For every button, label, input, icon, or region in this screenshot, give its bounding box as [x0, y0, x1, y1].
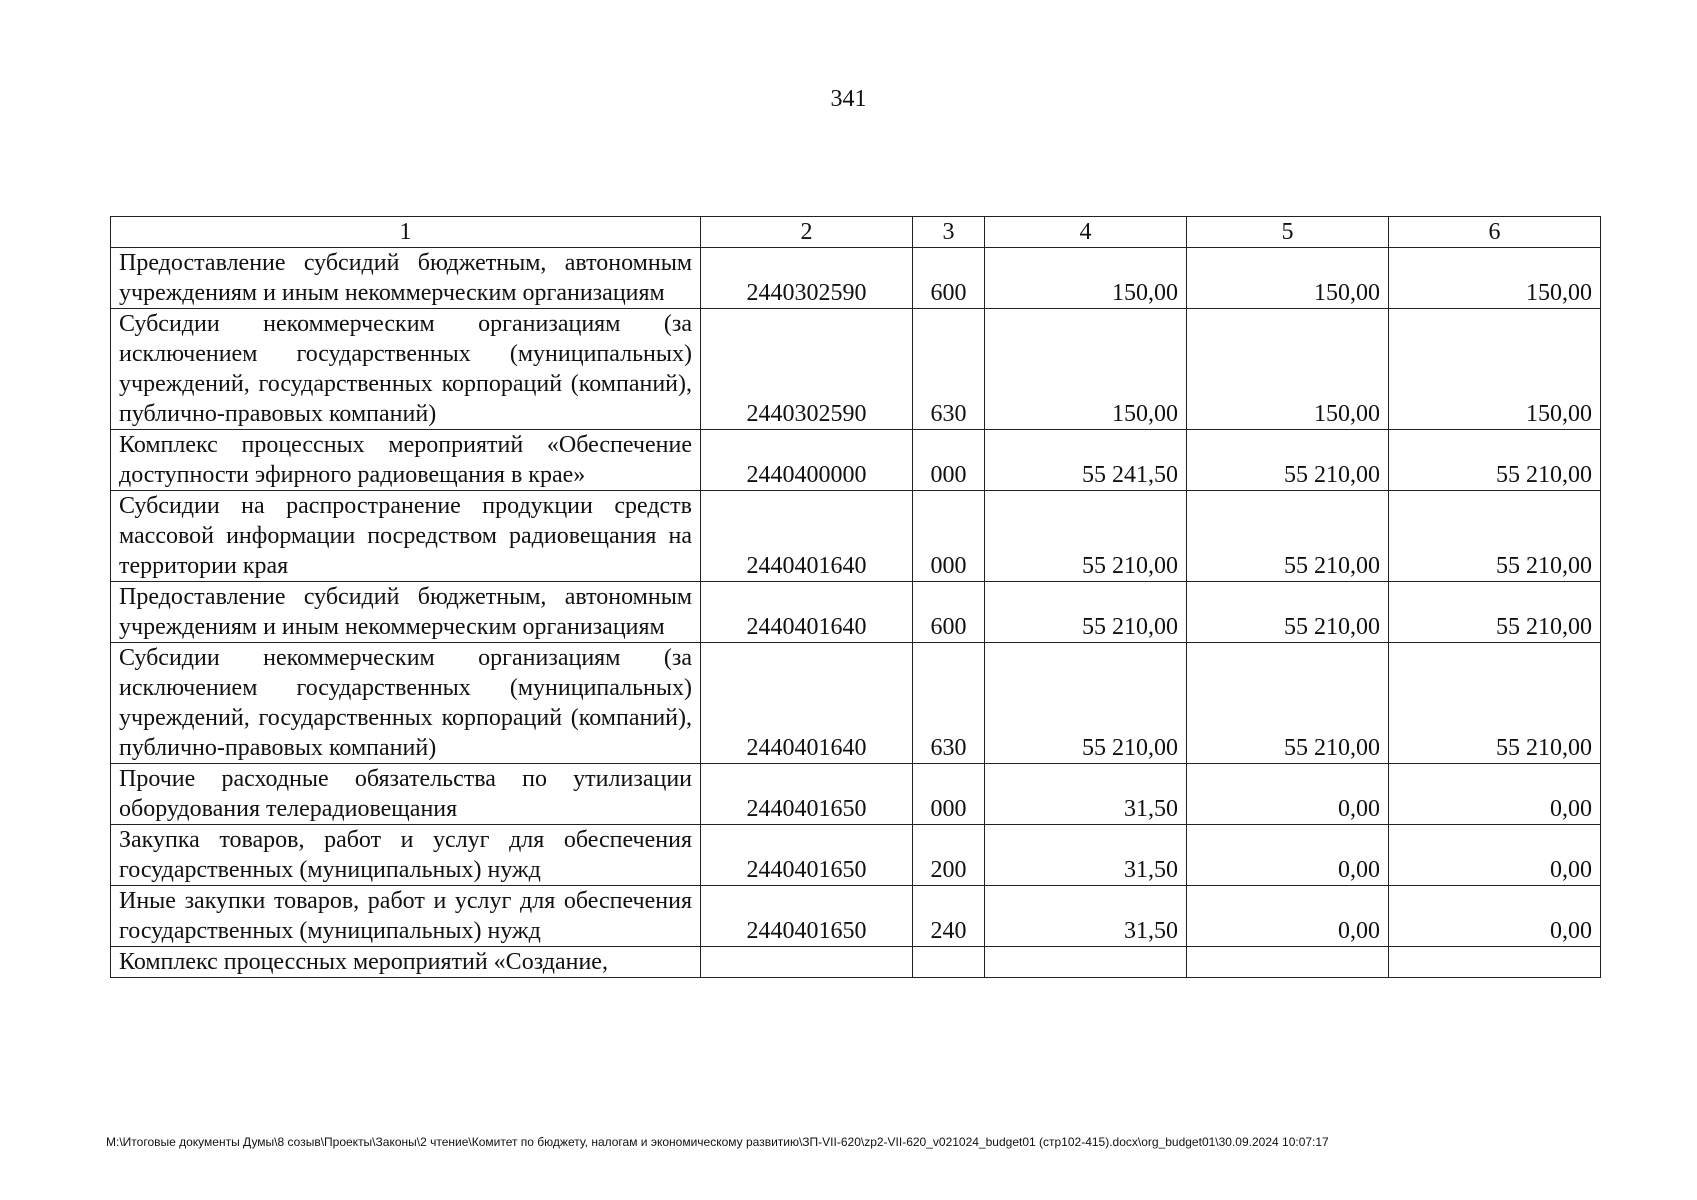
table-row	[111, 764, 1601, 825]
header-cell: 1	[111, 217, 701, 248]
page-number: 341	[830, 86, 867, 112]
row-amount-col5: 55 210,00	[1187, 582, 1389, 643]
row-amount-col5: 0,00	[1187, 825, 1389, 886]
table-header-row	[111, 217, 1601, 248]
row-code: 2440401640	[701, 582, 913, 643]
row-description: Комплекс процессных мероприятий «Создание,	[111, 947, 701, 978]
row-amount-col6: 0,00	[1389, 886, 1601, 947]
table-row	[111, 825, 1601, 886]
table-row	[111, 248, 1601, 309]
header-cell: 5	[1187, 217, 1389, 248]
row-description: Закупка товаров, работ и услуг для обеспечения государственных (муниципальных) нужд	[111, 825, 701, 886]
row-amount-col4: 31,50	[985, 764, 1187, 825]
row-code: 2440302590	[701, 309, 913, 430]
row-expense-type: 000	[913, 764, 985, 825]
row-amount-col4: 55 210,00	[985, 643, 1187, 764]
header-cell: 3	[913, 217, 985, 248]
row-amount-col6: 0,00	[1389, 825, 1601, 886]
row-description: Иные закупки товаров, работ и услуг для обеспечения государственных (муниципальных) нужд	[111, 886, 701, 947]
row-amount-col6: 55 210,00	[1389, 491, 1601, 582]
row-expense-type: 630	[913, 309, 985, 430]
row-amount-col5: 0,00	[1187, 886, 1389, 947]
table-row	[111, 886, 1601, 947]
table-row	[111, 582, 1601, 643]
row-code: 2440401650	[701, 886, 913, 947]
row-expense-type: 600	[913, 582, 985, 643]
row-amount-col6: 55 210,00	[1389, 430, 1601, 491]
row-amount-col5: 0,00	[1187, 764, 1389, 825]
table-row	[111, 947, 1601, 978]
row-description: Комплекс процессных мероприятий «Обеспечение доступности эфирного радиовещания в крае»	[111, 430, 701, 491]
header-cell: 2	[701, 217, 913, 248]
row-amount-col5: 55 210,00	[1187, 643, 1389, 764]
row-amount-col4: 55 210,00	[985, 582, 1187, 643]
row-expense-type: 240	[913, 886, 985, 947]
row-expense-type: 200	[913, 825, 985, 886]
row-description: Прочие расходные обязательства по утилизации оборудования телерадиовещания	[111, 764, 701, 825]
row-description: Субсидии на распространение продукции средств массовой информации посредством радиовещания на территории края	[111, 491, 701, 582]
row-amount-col5	[1187, 947, 1389, 978]
row-description: Субсидии некоммерческим организациям (за исключением государственных (муниципальных) учреждений, государственных корпораций (компаний), публично-правовых компаний)	[111, 309, 701, 430]
row-description: Предоставление субсидий бюджетным, автономным учреждениям и иным некоммерческим организациям	[111, 248, 701, 309]
row-amount-col4: 31,50	[985, 886, 1187, 947]
row-code: 2440401640	[701, 491, 913, 582]
row-expense-type: 630	[913, 643, 985, 764]
row-code: 2440400000	[701, 430, 913, 491]
table-row	[111, 491, 1601, 582]
row-description: Субсидии некоммерческим организациям (за исключением государственных (муниципальных) учреждений, государственных корпораций (компаний), публично-правовых компаний)	[111, 643, 701, 764]
header-cell: 6	[1389, 217, 1601, 248]
row-amount-col4: 55 210,00	[985, 491, 1187, 582]
row-amount-col4: 150,00	[985, 248, 1187, 309]
budget-table	[110, 216, 1601, 978]
row-code	[701, 947, 913, 978]
row-expense-type	[913, 947, 985, 978]
row-code: 2440401650	[701, 764, 913, 825]
row-expense-type: 000	[913, 491, 985, 582]
row-amount-col6: 0,00	[1389, 764, 1601, 825]
footer-file-path: M:\Итоговые документы Думы\8 созыв\Проекты\Законы\2 чтение\Комитет по бюджету, налогам и экономическому развитию\ЗП-VII-620\zp2-VII-620_v021024_budget01 (стр102-415).docx\org_budget01\30.09.2024 10:07:17	[106, 1135, 1329, 1149]
row-amount-col6: 55 210,00	[1389, 643, 1601, 764]
row-amount-col4: 31,50	[985, 825, 1187, 886]
row-code: 2440401650	[701, 825, 913, 886]
row-code: 2440401640	[701, 643, 913, 764]
row-amount-col6: 150,00	[1389, 248, 1601, 309]
row-amount-col6: 150,00	[1389, 309, 1601, 430]
row-amount-col6: 55 210,00	[1389, 582, 1601, 643]
row-amount-col6	[1389, 947, 1601, 978]
row-description: Предоставление субсидий бюджетным, автономным учреждениям и иным некоммерческим организациям	[111, 582, 701, 643]
row-expense-type: 600	[913, 248, 985, 309]
row-expense-type: 000	[913, 430, 985, 491]
row-amount-col4	[985, 947, 1187, 978]
row-amount-col4: 55 241,50	[985, 430, 1187, 491]
row-amount-col5: 55 210,00	[1187, 430, 1389, 491]
row-amount-col5: 150,00	[1187, 309, 1389, 430]
row-code: 2440302590	[701, 248, 913, 309]
row-amount-col5: 55 210,00	[1187, 491, 1389, 582]
row-amount-col4: 150,00	[985, 309, 1187, 430]
header-cell: 4	[985, 217, 1187, 248]
row-amount-col5: 150,00	[1187, 248, 1389, 309]
table-row	[111, 643, 1601, 764]
table-row	[111, 309, 1601, 430]
table-row	[111, 430, 1601, 491]
